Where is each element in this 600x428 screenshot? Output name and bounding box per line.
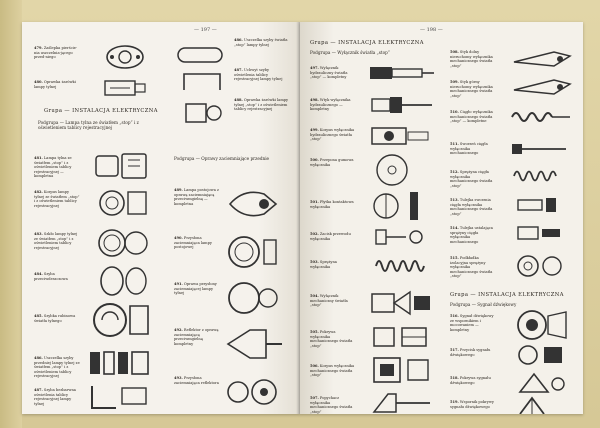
entry-480: 480. Oprawka żarówki lampy tylnej [34, 80, 76, 89]
entry-497: 497. Wyłącznik hydrauliczny światła „stop” — kompletny [310, 66, 348, 80]
entry-504: 504. Wyłącznik mechaniczny światła „stop” [310, 294, 348, 308]
figure-519 [514, 394, 568, 414]
figure-514 [512, 222, 568, 244]
entry-485: 485. Szybka rubinowa światła tylnego [34, 314, 76, 323]
right-page [300, 22, 583, 414]
entry-500: 500. Przepona gumowa wyłącznika [310, 158, 354, 167]
figure-512 [510, 164, 570, 188]
figure-487a [88, 380, 152, 414]
entry-487a: 487. Szyba bezbarwna oświetlenia tablicy rejestracyjnej lampy tylnej [34, 388, 76, 406]
entry-486a: 486. Uszczelka szyby przedniej lampy tylnej ze światłem „stop” i z oświetleniem tablicy rejestracyjnej [34, 356, 80, 379]
entry-484: 484. Szyba przeciwdeszczowa [34, 272, 68, 281]
figure-483 [96, 226, 150, 260]
entry-517: 517. Przycisk sygnału dźwiękowego [450, 348, 491, 357]
entry-501: 501. Płytka kontaktowa wyłącznika [310, 200, 354, 209]
entry-482: 482. Korpus lampy tylnej ze światłem „stop” i z oświetleniem tablicy rejestracyjnej [34, 190, 80, 208]
subgroup-label-right: Podgrupa — Wyłącznik światła „stop” [310, 50, 390, 55]
figure-479 [100, 40, 150, 74]
figure-506 [368, 354, 436, 386]
entry-489: 489. Lampa postojowa z oprawą zaciemniającą przeciwmgielną — kompletna [174, 188, 219, 206]
figure-480 [100, 76, 150, 100]
figure-501 [370, 188, 434, 224]
entry-508: 508. Styk dolny nieruchomy wyłącznika mechanicznego światła „stop” [450, 50, 493, 68]
figure-513 [512, 194, 568, 216]
figure-487 [180, 68, 224, 94]
entry-481: 481. Lampa tylna ze światłem „stop” i z oświetleniem tablicy rejestracyjnej — kompletna [34, 156, 72, 179]
entry-493: 493. Przysłona zaciemniająca reflektora [174, 376, 219, 385]
right-page-number: — 198 — [420, 27, 443, 33]
figure-488 [180, 98, 226, 128]
book-cover-edge [0, 0, 22, 428]
figure-510 [508, 104, 574, 130]
figure-489 [224, 184, 282, 224]
left-page [22, 22, 300, 414]
figure-503 [370, 252, 434, 280]
figure-508 [510, 48, 574, 70]
entry-491: 491. Oprawa przysłony zaciemniającej lampy tylnej [174, 282, 217, 296]
entry-505: 505. Pokrywa wyłącznika mechanicznego światła „stop” [310, 330, 353, 348]
figure-500 [372, 152, 412, 188]
entry-502: 502. Zacisk przewodu wyłącznika [310, 232, 351, 241]
entry-516: 516. Sygnał dźwiękowy ze wspornikiem i mocowaniem — kompletny [450, 314, 494, 332]
entry-492: 492. Reflektor z oprawą zaciemniającą przeciwmgielną kompletny [174, 328, 219, 346]
entry-509: 509. Styk górny nieruchomy wyłącznika mechanicznego światła „stop” [450, 80, 493, 98]
figure-491 [224, 278, 282, 318]
subgroup-label-left: Podgrupa — Lampa tylna ze światłem „stop” i z oświetleniem tablicy rejestracyjnej [38, 120, 139, 130]
figure-481 [92, 150, 152, 182]
figure-486a [86, 348, 154, 378]
entry-503: 503. Sprężyna wyłącznika [310, 260, 337, 269]
entry-510: 510. Cięgło wyłącznika mechanicznego światła „stop” — kompletne [450, 110, 493, 124]
entry-506: 506. Korpus wyłącznika mechanicznego światła „stop” [310, 364, 355, 378]
figure-518 [514, 370, 568, 396]
subgroup2-label-left: Podgrupa — Oprawy zaciemniające przednie [174, 156, 270, 161]
figure-498 [366, 94, 436, 116]
figure-493 [224, 372, 286, 412]
entry-512: 512. Sprężyna cięgła wyłącznika mechanicznego światła „stop” [450, 170, 493, 188]
entry-486: 486. Uszczelka szyby światła „stop” lampy tylnej [234, 38, 288, 47]
figure-492 [224, 324, 286, 364]
entry-487: 487. Uchwyt szyby oświetlenia tablicy rejestracyjnej lampy tylnej [234, 68, 283, 82]
figure-516 [510, 308, 572, 342]
entry-507: 507. Popychacz wyłącznika mechanicznego światła „stop” [310, 396, 353, 414]
figure-499 [366, 124, 436, 148]
figure-511 [508, 138, 574, 160]
group-heading-right: Grupa — INSTALACJA ELEKTRYCZNA [310, 40, 424, 46]
figure-504 [366, 286, 436, 320]
entry-511: 511. Sworzeń cięgła wyłącznika mechanicznego [450, 142, 488, 156]
entry-498: 498. Wtyk wyłącznika hydraulicznego — kompletny [310, 98, 351, 112]
figure-484 [96, 264, 150, 298]
figure-485 [90, 300, 152, 340]
figure-490 [224, 232, 282, 272]
entry-519: 519. Wspornik pokrywy sygnału dźwiękowego [450, 400, 494, 409]
figure-515 [512, 252, 568, 280]
figure-507 [368, 388, 436, 414]
entry-514: 514. Tulejka ustalająca sprężyny cięgła wyłącznika mechanicznego [450, 226, 493, 244]
entry-515: 515. Podkładka izolacyjna sprężyny wyłącznika mechanicznego światła „stop” [450, 256, 493, 279]
figure-497 [366, 62, 436, 84]
entry-499: 499. Korpus wyłącznika hydraulicznego światła „stop” [310, 128, 355, 142]
entry-513: 513. Tulejka sworznia cięgła wyłącznika mechanicznego światła „stop” [450, 198, 493, 216]
figure-502 [370, 224, 434, 250]
subgroup2-label-right: Podgrupa — Sygnał dźwiękowy [450, 302, 517, 307]
entry-483: 483. Szkło lampy tylnej ze światłem „stop” i z oświetleniem tablicy rejestracyjnej [34, 232, 78, 250]
figure-486 [174, 42, 230, 68]
group2-heading-right: Grupa — INSTALACJA ELEKTRYCZNA [450, 292, 564, 298]
entry-518: 518. Pokrywa sygnału dźwiękowego [450, 376, 491, 385]
left-page-number: — 197 — [194, 27, 217, 33]
entry-488: 488. Oprawka żarówki lampy tylnej „stop” i z oświetleniem tablicy rejestracyjnej [234, 98, 289, 112]
figure-509 [510, 76, 574, 98]
figure-505 [368, 322, 436, 352]
group-heading-left: Grupa — INSTALACJA ELEKTRYCZNA [44, 108, 158, 114]
entry-479: 479. Zaślepka pierście-nia uszczelnia-jącego przed-niego [34, 46, 78, 60]
figure-482 [96, 186, 150, 220]
entry-490: 490. Przysłona zaciemniająca lampy postojowej [174, 236, 212, 250]
figure-517 [514, 342, 568, 368]
